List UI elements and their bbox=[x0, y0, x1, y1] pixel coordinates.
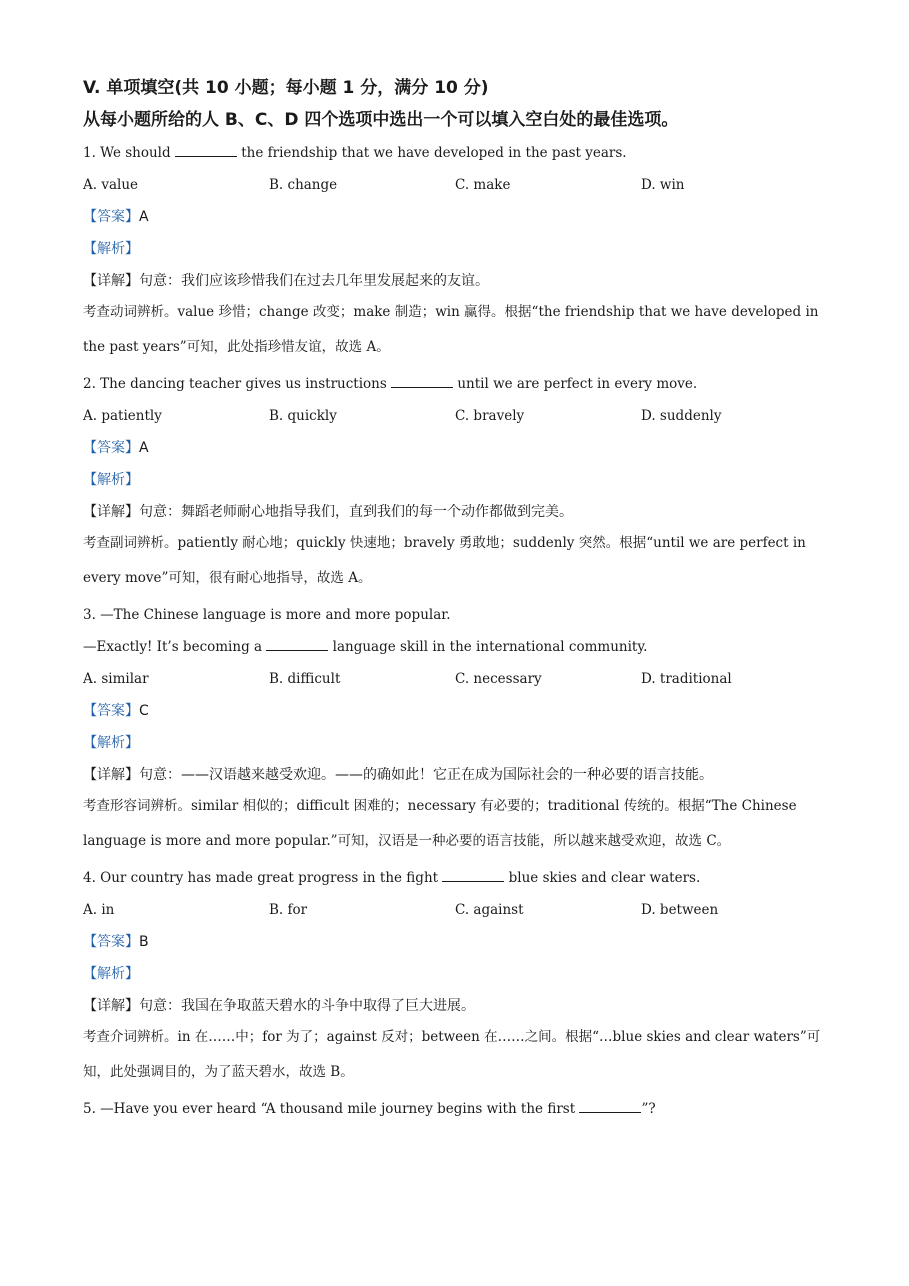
answer-label: 【答案】 bbox=[83, 209, 139, 225]
option-a: A. value bbox=[83, 177, 139, 193]
options-row bbox=[83, 900, 828, 920]
stem-text-before: —Exactly! It’s becoming a bbox=[83, 639, 267, 655]
options-row bbox=[83, 669, 828, 689]
detail-text: 句意：我国在争取蓝天碧水的斗争中取得了巨大进展。 bbox=[139, 998, 475, 1014]
question-5 bbox=[83, 1099, 828, 1119]
stem-text-after: blue skies and clear waters. bbox=[504, 870, 701, 886]
option-b: B. quickly bbox=[269, 408, 337, 424]
option-a: A. patiently bbox=[83, 408, 162, 424]
question-stem bbox=[83, 143, 828, 163]
answer-label: 【答案】 bbox=[83, 934, 139, 950]
stem-text-after: the friendship that we have developed in the past years. bbox=[236, 145, 627, 161]
answer-label: 【答案】 bbox=[83, 440, 139, 456]
question-3 bbox=[83, 605, 828, 859]
answer-value: C bbox=[139, 703, 149, 719]
question-1 bbox=[83, 143, 828, 365]
section-instruction: 从每小题所给的人 B、C、D 四个选项中选出一个可以填入空白处的最佳选项。 bbox=[83, 110, 679, 130]
option-b: B. change bbox=[269, 177, 338, 193]
option-d: D. suddenly bbox=[641, 408, 722, 424]
section-title: V. 单项填空(共 10 小题；每小题 1 分，满分 10 分) bbox=[83, 78, 489, 98]
detail-line bbox=[83, 502, 828, 522]
stem-text-after: ”? bbox=[641, 1101, 656, 1117]
option-c: C. make bbox=[455, 177, 511, 193]
answer-value: B bbox=[139, 934, 149, 950]
detail-label: 【详解】 bbox=[83, 767, 139, 783]
detail-label: 【详解】 bbox=[83, 504, 139, 520]
analysis-text: 考查形容词辨析。similar 相似的；difficult 困难的；necessary 有必要的；traditional 传统的。根据“The Chinese language is more and more popular.”可知，汉语是一种必要的语言技能，所以越来越受欢迎，故选 C。 bbox=[83, 798, 797, 849]
option-b: B. difficult bbox=[269, 671, 341, 687]
question-stem-line-1: 3. —The Chinese language is more and more popular. bbox=[83, 607, 451, 623]
option-c: C. against bbox=[455, 902, 524, 918]
analysis-label: 【解析】 bbox=[83, 735, 139, 751]
analysis-label: 【解析】 bbox=[83, 472, 139, 488]
option-d: D. win bbox=[641, 177, 685, 193]
option-d: D. traditional bbox=[641, 671, 732, 687]
detail-text: 句意：——汉语越来越受欢迎。——的确如此！它正在成为国际社会的一种必要的语言技能。 bbox=[139, 767, 713, 783]
option-a: A. in bbox=[83, 902, 115, 918]
detail-label: 【详解】 bbox=[83, 273, 139, 289]
answer-value: A bbox=[139, 209, 149, 225]
analysis-label: 【解析】 bbox=[83, 966, 139, 982]
option-c: C. bravely bbox=[455, 408, 525, 424]
analysis-text: 考查副词辨析。patiently 耐心地；quickly 快速地；bravely 勇敢地；suddenly 突然。根据“until we are perfect in every move”可知，很有耐心地指导，故选 A。 bbox=[83, 535, 806, 586]
answer-label: 【答案】 bbox=[83, 703, 139, 719]
option-d: D. between bbox=[641, 902, 719, 918]
options-row bbox=[83, 406, 828, 426]
answer-blank bbox=[442, 869, 504, 882]
stem-text-after: until we are perfect in every move. bbox=[453, 376, 698, 392]
document-page bbox=[83, 74, 828, 1119]
detail-label: 【详解】 bbox=[83, 998, 139, 1014]
question-stem bbox=[83, 1099, 828, 1119]
analysis-label-line bbox=[83, 733, 828, 753]
stem-text-before: 1. We should bbox=[83, 145, 175, 161]
detail-line bbox=[83, 765, 828, 785]
analysis-label-line bbox=[83, 239, 828, 259]
option-c: C. necessary bbox=[455, 671, 542, 687]
stem-text-before: 5. —Have you ever heard “A thousand mile journey begins with the first bbox=[83, 1101, 580, 1117]
question-stem bbox=[83, 374, 828, 394]
option-b: B. for bbox=[269, 902, 308, 918]
analysis-label-line bbox=[83, 470, 828, 490]
analysis-label-line bbox=[83, 964, 828, 984]
options-row bbox=[83, 175, 828, 195]
question-stem bbox=[83, 868, 828, 888]
answer-blank bbox=[391, 375, 453, 388]
answer-line bbox=[83, 207, 828, 227]
detail-text: 句意：舞蹈老师耐心地指导我们，直到我们的每一个动作都做到完美。 bbox=[139, 504, 573, 520]
answer-blank bbox=[266, 638, 328, 651]
question-stem bbox=[83, 637, 828, 657]
detail-line bbox=[83, 271, 828, 291]
detail-line bbox=[83, 996, 828, 1016]
stem-text-before: 2. The dancing teacher gives us instructions bbox=[83, 376, 392, 392]
question-2 bbox=[83, 374, 828, 596]
answer-line bbox=[83, 438, 828, 458]
stem-text-before: 4. Our country has made great progress in the fight bbox=[83, 870, 443, 886]
answer-blank bbox=[579, 1100, 641, 1113]
answer-blank bbox=[175, 144, 237, 157]
analysis-label: 【解析】 bbox=[83, 241, 139, 257]
option-a: A. similar bbox=[83, 671, 149, 687]
analysis-text: 考查动词辨析。value 珍惜；change 改变；make 制造；win 赢得。根据“the friendship that we have developed in the past years”可知，此处指珍惜友谊，故选 A。 bbox=[83, 304, 819, 355]
answer-value: A bbox=[139, 440, 149, 456]
stem-text-after: language skill in the international community. bbox=[328, 639, 648, 655]
analysis-text: 考查介词辨析。in 在……中；for 为了；against 反对；between 在……之间。根据“…blue skies and clear waters”可知，此处强调目的，为了蓝天碧水，故选 B。 bbox=[83, 1029, 821, 1080]
detail-text: 句意：我们应该珍惜我们在过去几年里发展起来的友谊。 bbox=[139, 273, 489, 289]
question-4 bbox=[83, 868, 828, 1090]
answer-line bbox=[83, 701, 828, 721]
answer-line bbox=[83, 932, 828, 952]
